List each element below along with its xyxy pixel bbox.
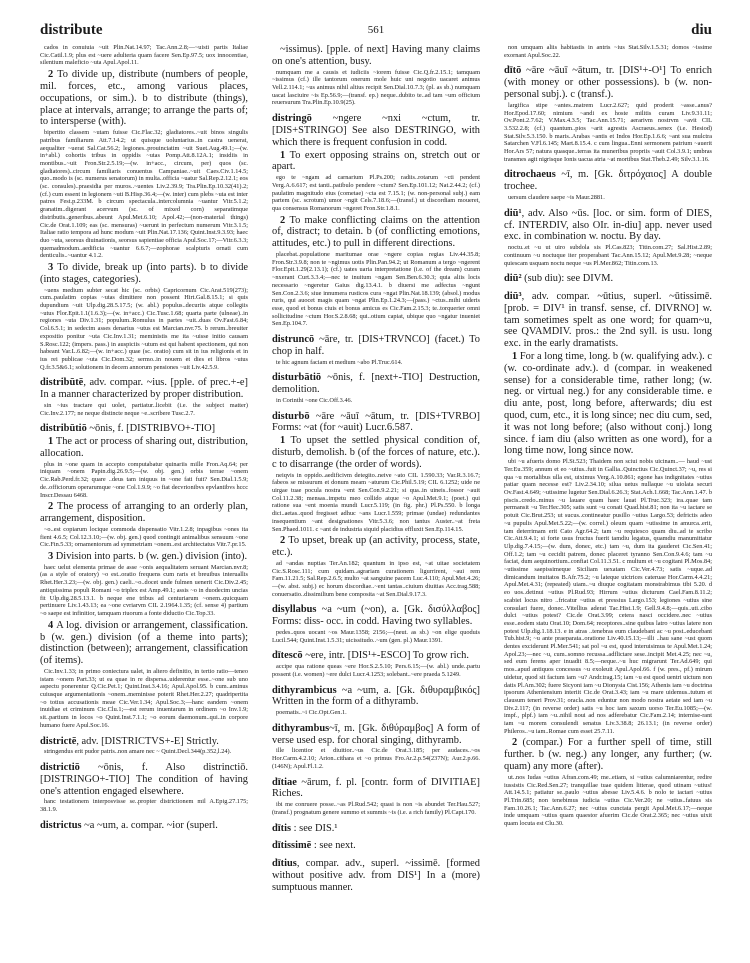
dictionary-entry [504, 291, 712, 350]
sense-number: 1 [512, 351, 520, 362]
citation-block: neiqvis in oppido..aedificivm detegito..neive ~ato CIL 1.590.33; Var.R.3.16.7; fabeos se missurum et donum meam ~aturum Cic.Phil.5.19; CIL 6.1252; uide ne uirgae tuae pocula nostra ~ent Sen.Con.9.2.21; si qua..in uineis..fossor ~auit Col.11.2.38; mensas..impetu meo collido atque ~o Apul.Met.9.1; (poet.) qui ratione sua ~ent moenia mundi Lucr.5.119; (in fig. phr.) Pl.Ps.550. b longa dici..aetas..quod fregisset adhuc ~ans Lucr.1.559; primae (undae) redundantes insequentium ~ant designationes Vitr.5.3.6; non tantus Auster..~at freta Sen.Phaed.1011. c ~ant de industria siquid placidius effluxit Sen.Ep.114.15. [272, 471, 480, 533]
sense-number: 2 [48, 501, 58, 513]
column-middle [272, 44, 480, 944]
sense-number: 4 [48, 619, 57, 631]
dictionary-entry [40, 736, 248, 748]
citation-block: ~o..est copiarum locique commoda dispensatio Vitr.1.2.8; inpagibus ~ones ita fient 4.6.5; Col.12.3.10;—(w. obj. gen.) quod contingit animalibus sensuum ~one Cic.Fin.5.33; ornamentorum ad symmetriam ~onem..est architectatus Vitr.7.pr.15. [40, 525, 248, 549]
entry-definition: , adv. [DISTRICTVS+-E] Strictly. [76, 735, 219, 747]
entry-definition: ~a ~um (~on), a. [Gk. δισύλλαβος] Forms: diss- occ. in codd. Having two syllables. [272, 604, 480, 628]
dictionary-entry [40, 423, 248, 435]
entry-definition: ~a ~um, a. [Gk. διθυραμβικός] Written in the form of a dithyramb. [272, 684, 480, 708]
dictionary-entry [504, 169, 712, 193]
sense-number: 1 [48, 436, 56, 448]
citation-block: ille licentior et diuitior..~us Cic.de Orat.3.185; per audaces..~os Hor.Carm.4.2.10; Arion..cithara et ~o primus Fro.Ar.2.p.54(237N); Aur.2.p.66.(146N); Apul.Fl.1.2. [272, 747, 480, 770]
sense-definition: 1 The act or process of sharing out, distribution, allocation. [40, 436, 248, 459]
citation-block: poematis..~i Cic.Opt.Gen.1. [276, 709, 347, 717]
citation-block: ~uens medium subter secat hic (sc. orbis) Capricornum Cic.Arat.519(273); cum..paulatim copias ~utas dimittere non possent Hirt.Gal.8.15.1; si quis dupundium ~uit Ulp.dig.28.5.17.5; (w. abl.) populus..decuriis atque collegiis ~utus Flor.Epit.1.1(1.6.3);—(w. in+acc.) Cic.Tusc.1.68; quarta parte (ulneae)..in regiones ~uta Div.1.31; populum..Romulus in partes ~uit..duas Ov.Fast.6.84; Col.6.5.1; in sedecim asses denarius ~utus est Marcian.nvr.75. b rerum..breuiter expositio ponitur ~uta Cic.Inv.1.31; meministis me ita ~uisse initio causam S.Rosc.122; (impers. pass.) in auspiciis ~utum est qui habent spectionem, qui non habeant Var.L.6.82;—(w. in+acc.) quae (sc. oratio) cum sit in ius religionis et in ius rei publicae ~uta Cic.Dom.32; sermo..in nouem et dies et libros ~utus Q.fr.3.5&6.1; solutionem in decem annorum pensiones ~uit Liv.42.5.9. [40, 286, 248, 371]
sense-definition: 2 To upset, break up (an activity, process, state, etc.). [272, 535, 480, 559]
citation-block: numquam me a causis et iudiciis ~iorem fuisse Cic.Q.fr.2.15.1; tamquam ~issimus (cf.) ille tantorum onerum mole huic uni negotio uacaret animus Vell.2.114.1; ~us animus nihil altius recipit Sen.Dial.10.7.3; (pl. as sb.) numquam uacat lasciuire ~is Ep.56.9;—(transf. ep.) neque..dubito te..ad tam ~um officium reuersurum Tra.Plin.Ep.10.9(25). [272, 68, 480, 107]
sense-definition: 2 (compar.) For a further spell of time, still further. b (w. neg.) any longer, any further; (w. quam) any more (after). [504, 737, 712, 773]
entry-definition: ~a ~um, a. compar. ~ior (superl. [81, 819, 218, 831]
citation-block: Cic.Inv.1.33; in primo coniectura ualet, in altero definitio, in tertio ratio—teneo istam ~onem Part.33; ut ea quae in re dispersa..uiderentur esse..~one sub uno aspectu ponerentur Q.Cic.Pet.1; Quint.Inst.3.4.16; Apul.Apol.95. b cum..aminus cuiusque argumentationis ~onem..meminisse poterit Rhet.Her.2.27; quadripertita ~o totius accusationis meae Cic.Ver.1.34; Apul.Soc.3;—hanc eandem ~onem inuidiae et criminum Cic.Clu.1;—est rerum inuentarum in ordinem ~o Inv.1.9; sit..partium in locos ~o Quint.Inst.7.1.1; ~o eorum daemonum..qui..in corpore humano fuere Apul.Soc.16. [40, 667, 248, 729]
dictionary-entry [40, 377, 248, 401]
dictionary-entry [40, 820, 248, 832]
entry-headword: disyllabus [272, 604, 317, 616]
sense-number: 1 [280, 149, 290, 161]
citation-block: noctu..et ~u ut uiro subdola sis Pl.Cas.823; Titin.com.27; Sal.Hist.2.89; continuum ~u noctuque iter properabant Tac.Ann.15.12; Apul.Met.9.28; ~neque quiescam usquam noctu neque ~us Pl.Mer.862; Titin.com.13. [504, 244, 712, 267]
citation-block: cados in conuiuia ~uit Plin.Nat.14.97; Tac.Ann.2.8;—~uisti partis Italiae Cic.Catil.1.9; plus est ~uere adulteria quam facere Sen.Ep.97.5; uox innocentiae, silentium maleficio ~uta Apul.Apol.11. [40, 44, 248, 67]
entry-definition: , compar. adv., superl. ~issimē. [formed without positive adv. from DIS¹] In a (more) sumptuous manner. [272, 858, 480, 893]
entry-definition: , adv. compar. ~ius. [pple. of prec.+-e] In a manner characterized by proper distribution. [40, 377, 248, 401]
column-right [504, 44, 712, 944]
dictionary-entry [40, 762, 248, 797]
sense-number: 2 [512, 737, 523, 749]
entry-definition: ~āre ~āuī ~ātum, tr. [DIS¹+-O¹] To enrich (with money or other possessions). b (w. non-personal subj.). c (transf.). [504, 65, 712, 100]
dictionary-entry [272, 840, 480, 852]
column-left [40, 44, 248, 944]
sense-definition: ~issimus). [pple. of next] Having many claims on one's attention, busy. [272, 44, 480, 67]
sense-definition: 2 To divide up, distribute (numbers of people, mil. forces, etc., among various places, occupations, or sim.). b to distribute (things), place at intervals, arrange; to arrange the parts of; to intersperse (with). [40, 69, 248, 128]
citation-block: placebat..populatione maritumae orae ~ngere copias regias Liv.44.35.8; Fron.Str.3.9.8; non te ~ngimus uotis Plin.Pan.94.2; ut Romanum a tergo ~ngerent Flor.Epit.1.29(2.13.1); (cf.) uates uaria interpretatione (i.e. of the dream) curam ~nxerant Curt.3.3.4;—nec te inuitum ~ngam Sen.Ben.6.30.3; quia aliis locis necessario ~ngeretur Gaius dig.13.4.1. b diuersi me adfectus ~ngunt Sen.Con.2.3.6; siue innumera rusticos cura ~ngat Plin.Nat.18.139; (absol.) modus ruris, qui auocet magis quam ~ngat Plin.Ep.1.24.3;—(pass.) ~ctus..mihi uideris esse, quod et bonus ciuis et bonus amicus es Cic.Fam.2.15.3; te..torquerier omni sollicitudine ~ctum Hor.S.2.8.68; qui..otium capiat, ubique quo ~ngatur inueniet Sen.Ep.104.7. [272, 251, 480, 328]
dictionary-entry [272, 723, 480, 747]
entry-definition: ~āre, tr. [DIS+TRVNCO] (facet.) To chop in half. [272, 334, 480, 357]
dictionary-entry [272, 685, 480, 709]
page-number: 561 [367, 24, 385, 36]
entry-headword: dithyrambicus [272, 684, 337, 696]
right-guide-word: diu [691, 22, 712, 38]
entry-definition: ~ōnis, f. [DISTRIBVO+-TIO] [86, 423, 216, 435]
running-header [40, 22, 712, 38]
dictionary-entry [272, 777, 480, 801]
dictionary-entry [272, 372, 480, 396]
dictionary-entry [504, 273, 712, 285]
entry-headword: dītissimē [272, 840, 312, 852]
citation-block: stringendus erit pudor patris..non amare nec ~ Quint.Decl.344(p.352,l.24). [44, 748, 232, 756]
citation-block: ubi ~u afueris domo Pl.St.523; Thaidem non sciui nobis uicinam..— haud ~ust Ter.Eu.359; annum et eo ~utius..fuit in Gallia..Quinctius Cic.Quinct.37; ~u, res si qua ~u mortalibus ulla est, uiximus Verg.A.10.861; egone has indignitates ~utius patiar quam necesse est? Liv.2.34.10; silua uetus nullaque ~u uiolata securi Ov.Fast.4.649; ~utissime lugetur Sen.Dial.6.26.3; Stat.Ach.1.668; Tac.Ann.1.47. b piscis..credo..minus ~u lauare quam haec lauat Pl.Truc.323; ira..quae tam permansit ~u Ter.Hec.305; satis sunt ~u conati Quad.hist.81; non ita ~u iactare se potuit Cic.Brut.253; ut sucus..contineatur pusillo ~utius Largo.53; defrictis adeo ~u pupulis Apul.Met.5.22;—(w. correl.) oleum quam ~utissime in amurca..erit, tam deterrimam erit Cato Agr.64.2; tam ~u requiesco quam diu..ad te scribo Cic.Att.9.4.1; si forte usus fructus fuerit tamdiu legatus, quamdiu manumittatur Ulp.dig.7.4.15;—(w. dum, donec, etc.) tam ~u, dum ita gauderet Cic.Sen.41; Off.1.2; tam ~u cecidit patrem, donec placeret tyranno Sen.Con.9.4.6; tam ~u faciat, dum aequinortium..confiat Col.11.3.51. c multum et ~u cogitani Pl.Mos.84; ~utissime saepissimeque Siciliam uexatam Cic.Ver.4.73; satis ~uque..ad dimicandum inuitatos B.Afr.75.2; ~u lateque uictrices cateruae Hor.Carm.4.4.21; Apul.Met.4.31; (repeated) uiam..~u diuque cogitatam monstrabimus tibi 5.20. d eo uos..detinui ~utius Pl.Rud.93; Hirrum ~utius dicturum Cael.Fam.8.11.2; scabiei locus nitro ..fricatur ~utius et pressius Largo.153; legiones ~utius sine consulari fuere, donec..Vitellius aderat Tac.Hist.1.9; Gell.9.4.8;—quis..uti..cibo dulci ~utius potest? Cic.de Orat.3.99; cetera nasci occidere..nec ~utius esse..eodem statu Orat.10; Dom.64; receptores..sine quibus latro ~utius latere non potest Ulp.dig.1.18.13. e in atras ..tenebras eum claudebant ac ~u post..educebant Tub.hist.9; ~u ante praeparata..oratione Liv.40.15.13;—illi ..hau sane ~ust quom dentes exciderunt Pl.Mer.541; sat pol ~u est, quod interuisimus te Apul.Met.1.24; Apol.23;—nec ~u, cum..somno recussa..adflictare sese..incipit Met.4.25; nec ~u, sed eum ferens aper inuadit 8.5;—neque..~u huc migrarunt Ter.Ad.649; qui mos..apud antiquos concessus ~u exoleuit Apul.Apol.66. f (w. pres., pf.) mirum uidetur, quod sit factum iam ~u? Andr.trag.15; iam ~u est quod uentri uictum non datis Pl.Am.302; fuere Sicyoni iam ~u Dionysia Cist.156; Athenis iam ~u doctrina ipsorum Atheniensium interiit Cic.de Orat.3.43; iam ~u mare uidemus..tutum et clausum teneri Prov.31; oracla..non eduntur non modo nostra aetate sed iam ~u Div.2.117; (in reverse order) satis ~u hoc iam saxum uorso Ter.Eu.1085;—(w. impf., plpf.) iam ~u..nihil noui ad nos adferebatur Cic.Fam.2.14; internise-rant iam ~u morem consulendi senatus Liv.3.38.8; 26.13.1; (in reverse order) Phileros..~u iam..Romae cum esset 25.7.11. [504, 458, 712, 735]
left-guide-word: distribute [40, 22, 103, 38]
dictionary-entry [272, 411, 480, 435]
sense-definition: 1 To exert opposing strains on, stretch out or apart. [272, 149, 480, 173]
citation-block: largifica stipe ~antes..matrem Lucr.2.627; quid proderit ~asse..anus? Hor.Epod.17.60; nimium ~andi ex hoste militis curam Liv.9.31.11; Ov.Pont.2.7.62; V.Max.4.3.5; Tac.Ann.15.71; aerarivm nostrvm ~avit CIL 3.532.2.8; (cf.) quantum..pios ~arit agrestis Ascraeus..senex (i.e. Hesiod) Stat.Silv.5.3.150. b maris..Arabas ~antis et Indos Hor.Ep.1.6.6; ~ant sua mulctra Satarchen V.Fl.6.145; Mart.8.15.4. c cum lingua..Enni sermonem patrium ~auerit Hor.Ars 57; natura quasque..terras ita muneribus propriis ~auit Col.3.9.1; umbras transmes agit nigrisque Ionis uacua atria ~at mortibus Stat.Theb.2.49; Silv.3.1.16. [504, 101, 712, 163]
entry-headword: distruncō [272, 334, 315, 346]
entry-headword: districtiō [40, 762, 80, 774]
entry-definition: ~ngere ~nxi ~ctum, tr. [DIS+STRINGO] See also DESTRINGO, with which there is frequent confusion in codd. [272, 113, 480, 148]
sense-definition: 2 The process of arranging to an orderly plan, arrangement, disposition. [40, 501, 248, 525]
citation-block: ut..nos Iudas ~utius Afran.com.49; me..etiam, si ~utius calumniarentur, redire iussistis Cic.Red.Sen.27; tranquillae tuae quidem litterae, quod utinam ~utius! Att.14.5.1; patiatur se..paulo ~utius abesse Liv.5.4.6. b nolo te iactari ~utius Pl.Trin.685; non tenebimus iudicia ~utius Cic.Ver.20; ne ~utius..fatuus sis Fam.10.26.1; Tac.Ann.6.27; nec ~utius cunctata pergit Apul.Met.6.17;—neque inde umquam ~utius quam quaestor afuerim Cic.de Orat.2.365; nec ~utius uixit quam locuta est Clu.30. [504, 773, 712, 828]
sense-number: 3 [48, 550, 56, 562]
citation-block: pedes..quos uocant ~os Maur.1358; 2156;—(neut. as sb.) ~on elige quoduis Lucil.544; Quint.Inst.1.5.31; uicissitudo..~um (gen. pl.) Maur.1391. [272, 628, 480, 644]
entry-definition: ~ī, m. [Gk. διτρόχαιος] A double trochee. [504, 169, 712, 193]
entry-headword: dītis [272, 822, 292, 834]
citation-block: plus in ~one quam in accepto computabatur quinariis mille Fron.Aq.64; per iniquam ~onem Papin.dig.26.9.5;—(w. obj. gen.) orbis terrae ~onem Cic.Rab.Perd.fr.32; quare ..deus tam iniquus in ~one fati fuit? Sen.Dial.1.5.9; de..officiorum operarumque ~one Col.1.9.9; ~o fiat decvrionibvs epvlantibvs hccc Inscr.Dessau 6468. [40, 460, 248, 499]
citation-block: te hic agnum faciam et medium ~abo Pl.Truc.614. [276, 358, 403, 366]
entry-headword: distringō [272, 113, 312, 125]
entry-definition: : see DIS.¹ [291, 822, 338, 834]
sense-number: 2 [48, 69, 58, 81]
entry-headword: ditrochaeus [504, 169, 556, 181]
dictionary-entry [272, 650, 480, 662]
entry-headword: distribūtē [40, 377, 84, 389]
citation-block: ego te ~ngam ad carnarium Pl.Ps.200; radiis..rotarum ~cti pendent Verg.A.6.617; est tanti..patibulo pendere ~ctum? Sen.Ep.101.12; Nat.2.44.2; (cf.) paulatim magnitudo eius (cometae) ~cta est 7.15.1; (w. non-personal subj.) eam partem (sc. scrotum) umor ~ngit Cels.7.18.6;—(transf.) ut discordiam moueret, qua consensus Romanorum ~ngeret Fron.Str.1.8.1. [272, 174, 480, 212]
dictionary-entry [272, 334, 480, 358]
entry-definition: (sub diu): see DIVM. [521, 273, 614, 285]
citation-block: ad ~andas nuptias Ter.An.182; quantum in ipso est, ~at uitae societatem Cic.S.Rosc.111; cum quidam..agrariam curationem ligurrirent, ~aui rem Fam.11.21.5; Sal.Rep.2.6.5; multo ~at sanguine pacem Luc.4.110; Apul.Met.4.26;—(w. abst. subj.) ec horum discordiae..~ent tantas..ciuium diuitias Acc.trag.588; conuersatio..dissimilium bene composita ~at Sen.Dial.9.17.3. [272, 559, 480, 598]
entry-definition: , adv. compar. ~ūtius, superl. ~ūtissimē. [prob. = DIV¹ in transf. sense, cf. DIVRNO] w. tam sometimes spelt as one word; for quam~u, see QVAMDIV. pros.: the 2nd syll. is usu. long exc. in the early dramatists. [504, 291, 712, 350]
entry-headword: diū² [504, 273, 522, 285]
dictionary-entry [504, 208, 712, 243]
entry-headword: disturbātiō [272, 372, 322, 384]
entry-definition: ~ōnis, f. [next+-TIO] Destruction, demolition. [272, 372, 480, 396]
entry-headword: disturbō [272, 410, 310, 422]
entry-headword: diū³ [504, 291, 522, 303]
sense-number: 2 [280, 535, 289, 547]
entry-headword: districtē [40, 735, 77, 747]
dictionary-body [40, 44, 712, 944]
citation-block: ibi me conruere posse..~as Pl.Rud.542; quasi is non ~is abundet Ter.Hau.527; (transf.) prognatum genere summo et summis ~is (i.e. a rich family) Pl.Capt.170. [272, 801, 480, 816]
entry-definition: ~ōnis, f. Also distrinctiō. [DISTRINGO+-TIO] The condition of having one's attention engaged elsewhere. [40, 762, 248, 797]
sense-definition: 4 A log. division or arrangement, classification. b (w. gen.) division (of a theme into parts); distinction (between); arrangement, classification (of items). [40, 619, 248, 667]
dictionary-entry [272, 858, 480, 893]
entry-definition: ~ī, m. [Gk. διθύραμβος] A form of verse used esp. for choral singing, dithyramb. [272, 722, 480, 746]
entry-headword: diū¹ [504, 207, 522, 219]
entry-definition: : see next. [311, 840, 356, 852]
sense-definition: 3 To divide, break up (into parts). b to divide (into stages, categories). [40, 262, 248, 285]
entry-definition: ~āre ~āuī ~ātum, tr. [DIS+TVRBO] Forms: ~at (for ~auit) Lucr.6.587. [272, 410, 480, 434]
sense-definition: 1 To upset the settled physical condition of, disturb, demolish. b (of the forces of nature, etc.). c to disarrange (the order of words). [272, 435, 480, 470]
dictionary-entry [504, 65, 712, 100]
sense-definition: 1 For a long time, long. b (w. qualifying adv.). c (w. co-ordinate adv.). d (compar. in weakened sense) for a considerable time, rather long; (w. neg. or virtual neg.) for any considerable time. e diu ante, post, long before, afterwards; diu est quod, cum, etc., it is long since; nec diu cum, sed, it was not long before; (also without conj.) long since. f iam diu (also written as one word), for a long time now, long since now. [504, 351, 712, 457]
citation-block: sin ~ius tractare qui uolet, partiatur..licebit (i.e. the subject matter) Cic.Inv.2.177; ne neque distincte neque ~e..scribere Tusc.2.7. [40, 401, 248, 417]
entry-headword: dithyrambus [272, 722, 330, 734]
citation-block: haec uelut elementa primae de asse ~onis aequalitatem seruant Marcian.nvr.8; (as a style of oratory) ~o est..oratio frequens cum raris et breuibus interuallis Rhet.Her.3.23;—(w. obj. gen.) caeli..~o..docet unde fulmen uenerit Cic.Div.2.45; antiquissima populi Romani ~o triplex est Amp.49.1; assis ~o in duodecim uncias fit Ulp.dig.28.5.13.1. b neque ene tribus ad centuriarum ~onem..quicquam pertinuere Liv.1.43.13; ea ~one cvriarvm CIL 2.1964.1.35; (cf. sense 4) partium ~o saepe est infinitior, tamquam riuorum a fonte diductio Cic.Top.33. [40, 563, 248, 617]
citation-block: uersum claudere saepe ~is Maur.2881. [508, 194, 605, 202]
sense-number: 1 [280, 435, 291, 447]
dictionary-entry [272, 604, 480, 628]
citation-block: hanc testationem interposvisse se..propter districtionem mil A.Epig.27.175; 38.1.9. [40, 798, 248, 814]
entry-headword: dītius [272, 858, 297, 870]
citation-block: in Corinthi ~one Cic.Off.3.46. [276, 396, 353, 404]
citation-block: non umquam aliis habitastis in antris ~ius Stat.Silv.1.5.31; domos ~issime exornant Apul.Soc.22. [504, 44, 712, 59]
dictionary-entry [272, 823, 480, 835]
entry-headword: dītescō [272, 650, 303, 662]
entry-definition: ~ere, intr. [DIS¹+-ESCO] To grow rich. [302, 650, 469, 662]
entry-headword: dītō [504, 65, 522, 77]
entry-definition: ~ārum, f. pl. [contr. form of DIVITIAE] Riches. [272, 776, 480, 800]
entry-headword: districtus [40, 819, 82, 831]
entry-definition: , adv. Also ~ūs. [loc. or sim. form of DIES, cf. INTERDIV, also OIr. in-diu] app. never used exc. in combination w. noctu. By day. [504, 207, 712, 243]
sense-number: 3 [48, 262, 58, 274]
sense-definition: 3 Division into parts. b (w. gen.) division (into). [48, 550, 248, 562]
entry-headword: dītiae [272, 776, 297, 788]
citation-block: accipe qua ratione queas ~ere Hor.S.2.5.10; Pers.6.15;—(w. abl.) unde..partu possent (i.e. women) ~ere dulci Lucr.4.1253; solebant..~ere praeda 5.1249. [272, 663, 480, 678]
dictionary-entry [272, 113, 480, 148]
citation-block: bipertito classem ~utam fuisse Cic.Flac.32; gladiatores..~uit binos singulis patribus familiarum Att.7.14.2; ut quisque uoluntarius..in castra uenerat, aequaliter ~uerat Sal.Cat.56.2; legiones..prouinciatim ~uit Suet.Aug.49.1;—(w. in+abl.) cohortis tribus in oppidis ~utas Pomp.Att.8.12A.1; insidiis in montibus..~uit Fron.Str.2.5.19;—(w. in+acc., circum, per) quos (sc. gladiatores)..circum familiaris conuentus Campaniae..~uit Caes.Civ.1.14.5; quo..modo is (sc. numerus senatorum) in multa..officia ~uatur Sal.Rep.2.12.1; eos (sc. consules)..praesidia per muros..~uentes Liv.2.39.9; Tra.Plin.Ep.10.32(41).2; (cf.) cum essent in legionem ~uti B.Hisp.36.4;—(w. inter) cum plebs ~uta est inter patres Fest.p.233M. b circum spectacula..intercolumnia ~uantur Vitr.5.1.2; granatim..digerant acervum (sc. of mixed corn) separatimque distributis..generibus..abeunt Apul.Met.6.10; Apol.42;—(non-material things) Cic.de Orat.1.109; eas (sc. mensuras) ~uerunt in perfectum numerum Vitr.3.1.5; Italiae ratio tempora ad hunc modum ~uit Plin.Nat.17.136; Quint.Inst.9.3.93; haec duo ~uta, seorsus diuinationis, seorsus sapientiae officia Apul.Soc.17;—Vitr.6.3.3; quemadmodum..aedificia ~uantur 6.6.7;—zophorae scalpturis ornati cum denticulis..~uantur 4.1.2. [40, 129, 248, 260]
entry-headword: distribūtiō [40, 423, 87, 435]
sense-definition: 2 To make conflicting claims on the attention of, distract; to detain. b (of conflicting emotions, attitudes, etc.) to pull in different directions. [272, 214, 480, 250]
sense-number: 2 [280, 214, 290, 226]
